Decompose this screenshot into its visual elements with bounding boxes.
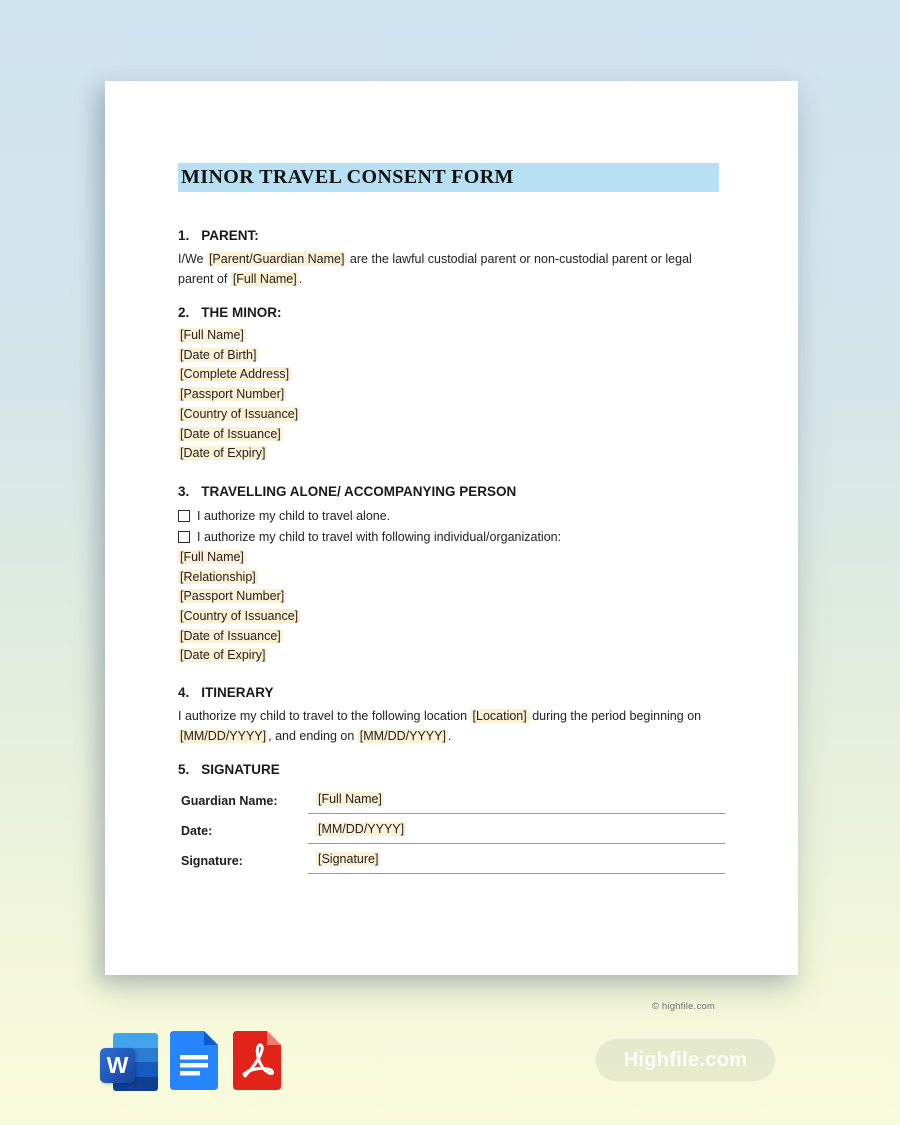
section-heading-signature — [178, 762, 725, 778]
checkbox-option-travel-with[interactable] — [178, 527, 725, 548]
checkbox-label: I authorize my child to travel with following individual/organization: — [197, 529, 562, 544]
signature-row-label: Date: — [181, 824, 213, 839]
placeholder-date-of-issuance: [Date of Issuance] — [180, 628, 281, 643]
field-line — [178, 346, 725, 366]
placeholder-full-name: [Full Name] — [180, 549, 244, 564]
signature-row-label: Signature: — [181, 854, 243, 869]
checkbox-icon[interactable] — [178, 531, 190, 543]
field-line — [178, 385, 725, 405]
document-content — [105, 163, 798, 1057]
section-number: 1. — [178, 228, 190, 243]
field-line — [178, 548, 725, 568]
section-number: 4. — [178, 685, 190, 701]
copyright-note: © highfile.com — [651, 1001, 715, 1012]
signature-row-line — [308, 852, 725, 874]
section-heading-itinerary — [178, 685, 725, 701]
section-title: ITINERARY — [201, 685, 274, 701]
google-docs-icon[interactable] — [170, 1031, 218, 1095]
placeholder-country-of-issuance: [Country of Issuance] — [180, 609, 299, 624]
field-line — [178, 568, 725, 588]
minor-fields-list — [178, 326, 725, 464]
signature-row-line — [308, 792, 725, 814]
text-run: . — [447, 729, 452, 744]
document-title: MINOR TRAVEL CONSENT FORM — [178, 163, 719, 192]
placeholder-full-name: [Full Name] — [180, 328, 244, 342]
text-run: I/We — [178, 252, 207, 266]
signature-row-guardian-name — [178, 792, 725, 814]
checkbox-icon[interactable] — [178, 510, 190, 522]
document-page — [105, 81, 798, 1012]
section-title: SIGNATURE — [201, 762, 280, 778]
section-number: 5. — [178, 762, 190, 778]
field-line — [178, 646, 725, 666]
parent-paragraph — [178, 249, 725, 289]
field-line — [178, 587, 725, 607]
signature-row-signature — [178, 852, 725, 874]
section-title: TRAVELLING ALONE/ ACCOMPANYING PERSON — [201, 483, 517, 499]
placeholder-date-of-birth: [Date of Birth] — [180, 347, 257, 362]
placeholder-date-of-expiry: [Date of Expiry] — [180, 446, 266, 461]
travel-checkbox-group — [178, 506, 725, 548]
section-title: THE MINOR: — [201, 305, 282, 320]
brand-badge[interactable]: Highfile.com — [595, 1038, 776, 1082]
section-title: PARENT: — [201, 228, 259, 243]
signature-row-label: Guardian Name: — [181, 794, 278, 809]
word-icon[interactable] — [100, 1033, 158, 1091]
field-line — [178, 405, 725, 425]
placeholder-full-name: [Full Name] — [318, 792, 382, 807]
text-run: during the period beginning on — [528, 709, 702, 724]
field-line — [178, 627, 725, 647]
placeholder-location: [Location] — [472, 709, 527, 724]
pdf-icon[interactable] — [232, 1031, 281, 1095]
signature-row-date — [178, 822, 725, 844]
field-line — [178, 607, 725, 627]
text-run: , and ending on — [268, 729, 358, 744]
signature-row-line — [308, 822, 725, 844]
placeholder-date: [MM/DD/YYYY] — [318, 822, 405, 837]
section-number: 3. — [178, 483, 190, 499]
checkbox-label: I authorize my child to travel alone. — [197, 508, 391, 523]
field-line — [178, 326, 725, 346]
checkbox-option-travel-alone[interactable] — [178, 506, 725, 527]
placeholder-date-of-issuance: [Date of Issuance] — [180, 426, 281, 441]
placeholder-end-date: [MM/DD/YYYY] — [359, 729, 446, 744]
placeholder-parent-guardian-name: [Parent/Guardian Name] — [208, 252, 345, 266]
signature-block — [178, 792, 725, 874]
placeholder-passport-number: [Passport Number] — [180, 589, 285, 604]
placeholder-date-of-expiry: [Date of Expiry] — [180, 648, 266, 663]
placeholder-signature: [Signature] — [318, 852, 379, 867]
field-line — [178, 365, 725, 385]
field-line — [178, 425, 725, 445]
section-heading-minor — [178, 305, 725, 321]
placeholder-start-date: [MM/DD/YYYY] — [180, 729, 267, 744]
text-run: I authorize my child to travel to the following location — [178, 709, 471, 724]
text-run: . — [298, 272, 303, 286]
placeholder-passport-number: [Passport Number] — [180, 387, 285, 402]
placeholder-full-name: [Full Name] — [232, 272, 297, 286]
itinerary-paragraph — [178, 706, 725, 746]
placeholder-complete-address: [Complete Address] — [180, 367, 290, 382]
field-line — [178, 444, 725, 464]
travel-fields-list — [178, 548, 725, 666]
section-heading-travelling — [178, 484, 725, 500]
placeholder-country-of-issuance: [Country of Issuance] — [180, 406, 299, 421]
text-run: are the lawful custodial parent or non-custodial parent or legal parent of — [178, 252, 692, 286]
word-letter-badge: W — [100, 1048, 135, 1083]
section-heading-parent — [178, 228, 725, 244]
section-number: 2. — [178, 305, 190, 320]
placeholder-relationship: [Relationship] — [180, 569, 256, 584]
